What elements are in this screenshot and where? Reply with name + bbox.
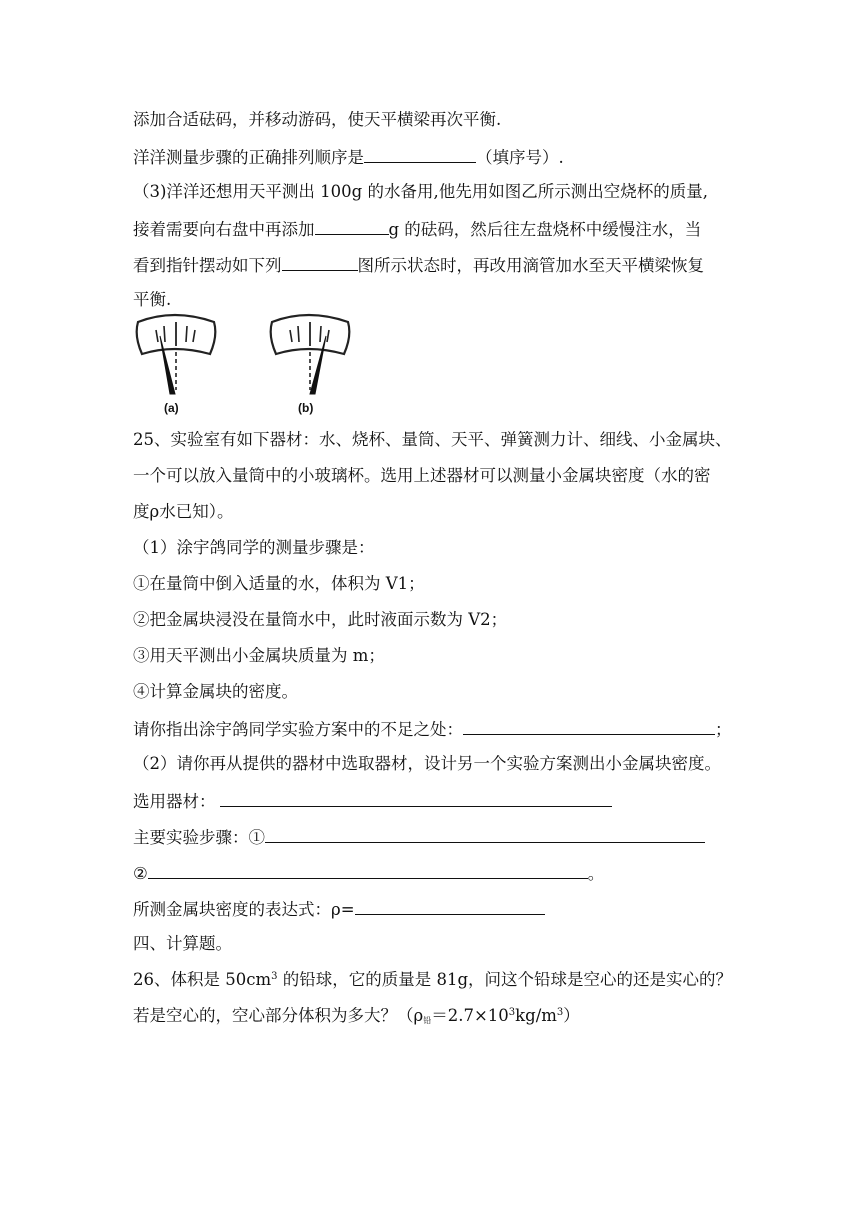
text-line: 添加合适砝码，并移动游码，使天平横梁再次平衡. — [133, 110, 502, 129]
question-26-line: 26、体积是 $50cm^3$ 的铅球，它的质量是 81g，问这个铅球是空心的还是实心的？ — [133, 970, 733, 989]
balance-pointer-diagram — [130, 312, 360, 417]
figure-label-a: (a) — [164, 401, 179, 415]
text-line: 接着需要向右盘中再添加 g 的砝码，然后往左盘烧杯中缓慢注水，当 — [133, 220, 702, 239]
text-line: 一个可以放入量筒中的小玻璃杯。选用上述器材可以测量小金属块密度（水的密 — [133, 466, 711, 485]
balance-pointer-figure — [130, 312, 360, 417]
text-line: 度ρ水已知）。 — [133, 502, 234, 521]
text-line: ③用天平测出小金属块质量为 m； — [133, 646, 385, 665]
text-line: （1）涂宇鸽同学的测量步骤是： — [133, 538, 375, 557]
text-line: （2）请你再从提供的器材中选取器材，设计另一个实验方案测出小金属块密度。 — [133, 754, 721, 773]
text-line: （3)洋洋还想用天平测出 100g 的水备用,他先用如图乙所示测出空烧杯的质量, — [133, 182, 708, 201]
pointer-dial-b — [271, 315, 350, 394]
answer-blank[interactable] — [315, 218, 389, 235]
question-25-line: 25、实验室有如下器材：水、烧杯、量筒、天平、弹簧测力计、细线、小金属块、 — [133, 430, 732, 449]
text-line: ④计算金属块的密度。 — [133, 682, 298, 701]
text-line: 主要实验步骤：① — [133, 826, 705, 848]
text-line: ②把金属块浸没在量筒水中，此时液面示数为 V2； — [133, 610, 508, 629]
text-line: 请你指出涂宇鸽同学实验方案中的不足之处： ； — [133, 720, 732, 739]
answer-blank[interactable] — [265, 826, 705, 843]
text-line: 看到指针摆动如下列 图所示状态时，再改用滴管加水至天平横梁恢复 — [133, 256, 704, 275]
text-line: 所测金属块密度的表达式：ρ= — [133, 898, 545, 920]
text-line: 平衡. — [133, 290, 172, 309]
text-line: 若是空心的，空心部分体积为多大？$(\rho_铅=2.7\times 10^3kg/m^3)$ — [133, 1006, 580, 1025]
section-heading: 四、计算题。 — [133, 934, 232, 953]
text-line: 选用器材： — [133, 790, 612, 812]
answer-blank[interactable] — [355, 898, 545, 915]
figure-label-b: (b) — [298, 401, 314, 415]
text-line: 洋洋测量步骤的正确排列顺序是 （填序号）. — [133, 148, 564, 167]
answer-blank[interactable] — [220, 790, 612, 807]
text-line: ② 。 — [133, 864, 605, 883]
text-line: ①在量筒中倒入适量的水，体积为 V1； — [133, 574, 425, 593]
answer-blank[interactable] — [148, 862, 588, 879]
pointer-dial-a — [137, 315, 216, 394]
answer-blank[interactable] — [282, 254, 358, 271]
answer-blank[interactable] — [463, 718, 715, 735]
answer-blank[interactable] — [364, 146, 476, 163]
